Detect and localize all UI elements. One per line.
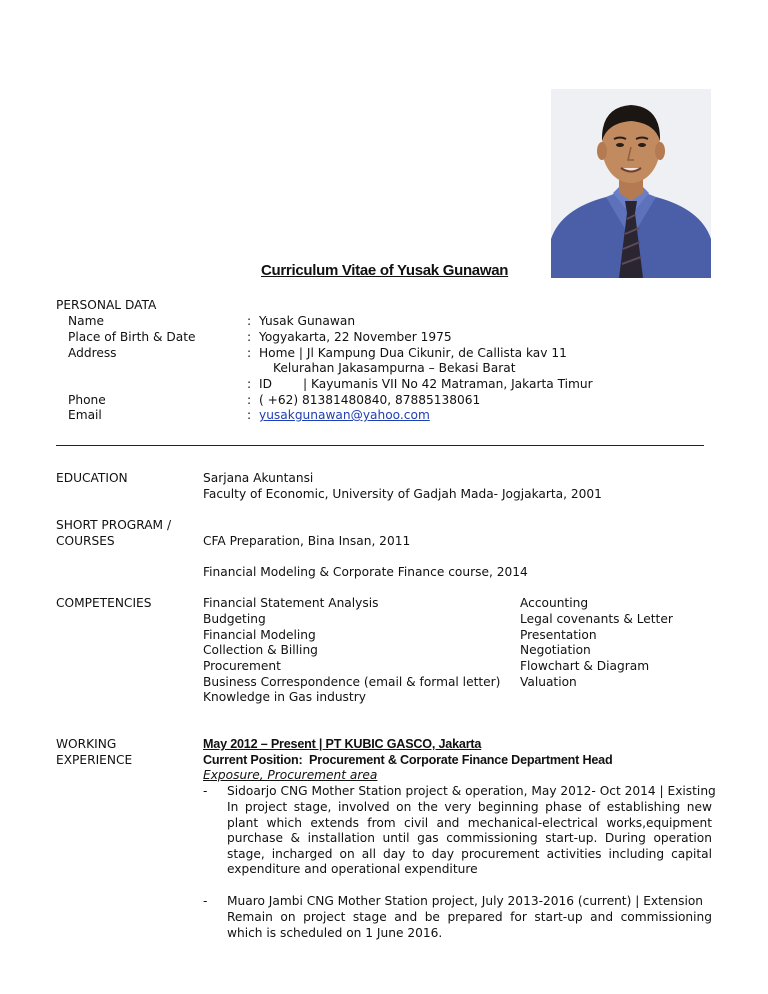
project-title: Sidoarjo CNG Mother Station project & operation, May 2012- Oct 2014 | Existing (227, 784, 716, 798)
course-item: CFA Preparation, Bina Insan, 2011 (203, 534, 411, 548)
name-label: Name (68, 314, 104, 328)
exposure-subheading: Exposure, Procurement area (203, 768, 378, 782)
colon: : (247, 330, 252, 344)
address-home-line1: Home | Jl Kampung Dua Cikunir, de Callista kav 11 (259, 346, 567, 360)
competency-item: Collection & Billing (203, 643, 318, 657)
name-value: Yusak Gunawan (259, 314, 356, 328)
competency-item: Negotiation (520, 643, 591, 657)
colon: : (247, 408, 252, 422)
colon: : (247, 393, 252, 407)
course-item: Financial Modeling & Corporate Finance course, 2014 (203, 565, 528, 579)
email-label: Email (68, 408, 102, 422)
email-link[interactable]: yusakgunawan@yahoo.com (259, 408, 430, 422)
pob-label: Place of Birth & Date (68, 330, 196, 344)
current-position: Current Position: Procurement & Corporate Finance Department Head (203, 753, 613, 767)
competency-item: Procurement (203, 659, 281, 673)
phone-label: Phone (68, 393, 106, 407)
competency-item: Business Correspondence (email & formal letter) (203, 675, 501, 689)
colon: : (247, 377, 252, 391)
phone-value: ( +62) 81381480840, 87885138061 (259, 393, 481, 407)
education-degree: Sarjana Akuntansi (203, 471, 314, 485)
bullet-dash: - (203, 894, 208, 908)
employer-line: May 2012 – Present | PT KUBIC GASCO, Jakarta (203, 737, 482, 751)
cv-title: Curriculum Vitae of Yusak Gunawan (261, 262, 509, 279)
colon: : (247, 346, 252, 360)
education-university: Faculty of Economic, University of Gadjah Mada- Jogjakarta, 2001 (203, 487, 602, 501)
competency-item: Financial Statement Analysis (203, 596, 379, 610)
competency-item: Legal covenants & Letter (520, 612, 673, 626)
address-home-line2: Kelurahan Jakasampurna – Bekasi Barat (273, 361, 516, 375)
personal-data-heading: PERSONAL DATA (56, 298, 157, 312)
pob-value: Yogyakarta, 22 November 1975 (259, 330, 452, 344)
project-title: Muaro Jambi CNG Mother Station project, July 2013-2016 (current) | Extension (227, 894, 704, 908)
experience-heading: EXPERIENCE (56, 753, 133, 767)
short-program-heading: SHORT PROGRAM / (56, 518, 172, 532)
address-label: Address (68, 346, 117, 360)
education-heading: EDUCATION (56, 471, 128, 485)
portrait-illustration (551, 89, 711, 278)
bullet-dash: - (203, 784, 208, 798)
colon: : (247, 314, 252, 328)
working-heading: WORKING (56, 737, 117, 751)
competency-item: Flowchart & Diagram (520, 659, 650, 673)
courses-heading: COURSES (56, 534, 115, 548)
address-id: ID | Kayumanis VII No 42 Matraman, Jakarta Timur (259, 377, 593, 391)
divider (56, 445, 704, 446)
competency-item: Knowledge in Gas industry (203, 690, 366, 704)
competency-item: Presentation (520, 628, 597, 642)
competency-item: Budgeting (203, 612, 266, 626)
project-description: In project stage, involved on the very beginning phase of establishing new plant which extends from civil and mechanical-electrical works,equipment purchase & installation until gas commissioning start-up. During operation stage, incharged on all day to day procurement activities including capital expenditure and operational expenditure (227, 800, 712, 877)
competencies-heading: COMPETENCIES (56, 596, 152, 610)
competency-item: Valuation (520, 675, 577, 689)
profile-photo (551, 89, 711, 278)
project-description: Remain on project stage and be prepared for start-up and commissioning which is scheduled on 1 June 2016. (227, 910, 712, 940)
competency-item: Financial Modeling (203, 628, 316, 642)
competency-item: Accounting (520, 596, 589, 610)
